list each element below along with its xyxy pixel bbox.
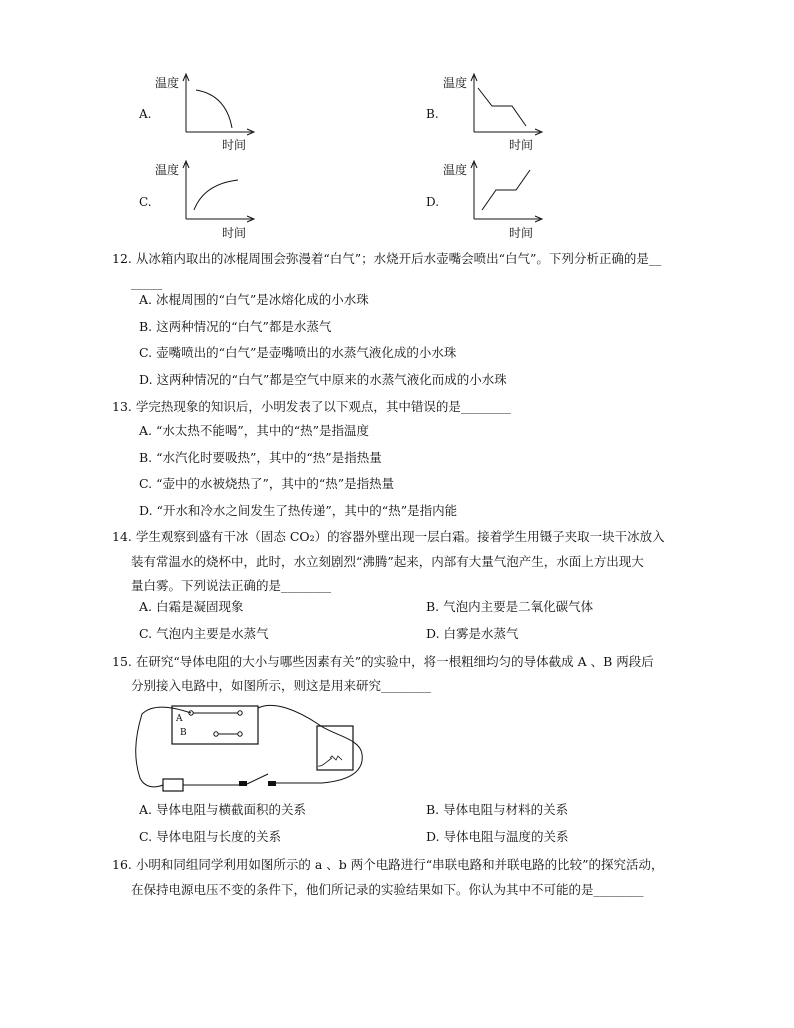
q12-stem: 12. 从冰箱内取出的冰棍周围会弥漫着“白气”；水烧开后水壶嘴会喷出“白气”。下列分析正确的是__ <box>112 251 662 266</box>
q14-option-b: B. 气泡内主要是二氧化碳气体 <box>426 599 594 614</box>
q14-stem-line-1: 14. 学生观察到盛有干冰（固态 CO₂）的容器外壁出现一层白霜。接着学生用镊子夹取一块干冰放入 <box>112 529 665 544</box>
graph-b-curve <box>478 88 526 126</box>
graph-c-curve <box>194 180 238 210</box>
q12-option-a: A. 冰棍周围的“白气”是冰熔化成的小水珠 <box>139 292 369 307</box>
q16-stem-line-1: 16. 小明和同组同学利用如图所示的 a 、b 两个电路进行“串联电路和并联电路的比较”的探究活动， <box>112 857 664 872</box>
graph-b-xlabel: 时间 <box>509 138 534 152</box>
q15-option-c: C. 导体电阻与长度的关系 <box>139 829 282 844</box>
q13-option-b: B. “水汽化时要吸热”，其中的“热”是指热量 <box>139 450 382 465</box>
graph-d-letter: D. <box>426 195 440 209</box>
q15-option-a: A. 导体电阻与横截面积的关系 <box>139 802 306 817</box>
circuit-label-b: B <box>180 728 187 738</box>
graph-c-letter: C. <box>139 195 152 209</box>
q15-option-b: B. 导体电阻与材料的关系 <box>426 802 569 817</box>
q13-stem: 13. 学完热现象的知识后，小明发表了以下观点，其中错误的是________ <box>112 399 511 414</box>
q12-option-c: C. 壶嘴喷出的“白气”是壶嘴喷出的水蒸气液化成的小水珠 <box>139 345 457 360</box>
graph-c-ylabel: 温度 <box>155 163 180 177</box>
q16-stem-line-2: 在保持电源电压不变的条件下，他们所记录的实验结果如下。你认为其中不可能的是________ <box>131 882 644 897</box>
q14-option-a: A. 白霜是凝固现象 <box>139 599 244 614</box>
q14-stem-line-3: 量白雾。下列说法正确的是________ <box>131 578 332 593</box>
graph-a-letter: A. <box>139 107 152 121</box>
graph-d-curve <box>482 170 530 210</box>
graph-b-letter: B. <box>426 107 439 121</box>
circuit-label-a: A <box>176 714 183 724</box>
graph-d-ylabel: 温度 <box>443 163 468 177</box>
graph-a-xlabel: 时间 <box>222 138 247 152</box>
q14-option-d: D. 白雾是水蒸气 <box>426 626 519 641</box>
q15-stem-line-1: 15. 在研究“导体电阻的大小与哪些因素有关”的实验中，将一根粗细均匀的导体截成 A 、B 两段后 <box>112 654 654 669</box>
q14-option-c: C. 气泡内主要是水蒸气 <box>139 626 269 641</box>
circuit-wires <box>0 0 1 1</box>
q13-option-c: C. “壶中的水被烧热了”，其中的“热”是指热量 <box>139 476 395 491</box>
q14-stem-line-2: 装有常温水的烧杯中，此时，水立刻剧烈“沸腾”起来，内部有大量气泡产生，水面上方出现大 <box>131 554 644 569</box>
q12-option-b: B. 这两种情况的“白气”都是水蒸气 <box>139 319 332 334</box>
q13-option-d: D. “开水和冷水之间发生了热传递”，其中的“热”是指内能 <box>139 503 458 518</box>
q13-option-a: A. “水太热不能喝”，其中的“热”是指温度 <box>139 423 370 438</box>
q15-stem-line-2: 分别接入电路中，如图所示，则这是用来研究________ <box>131 678 432 693</box>
q12-option-d: D. 这两种情况的“白气”都是空气中原来的水蒸气液化而成的小水珠 <box>139 372 507 387</box>
graph-c-xlabel: 时间 <box>222 226 247 240</box>
q12-stem-cont: _____ <box>131 275 163 290</box>
graph-a-curve <box>196 90 232 128</box>
graph-a-ylabel: 温度 <box>155 76 180 90</box>
graph-b-ylabel: 温度 <box>443 76 468 90</box>
graph-d-xlabel: 时间 <box>509 226 534 240</box>
q15-option-d: D. 导体电阻与温度的关系 <box>426 829 569 844</box>
